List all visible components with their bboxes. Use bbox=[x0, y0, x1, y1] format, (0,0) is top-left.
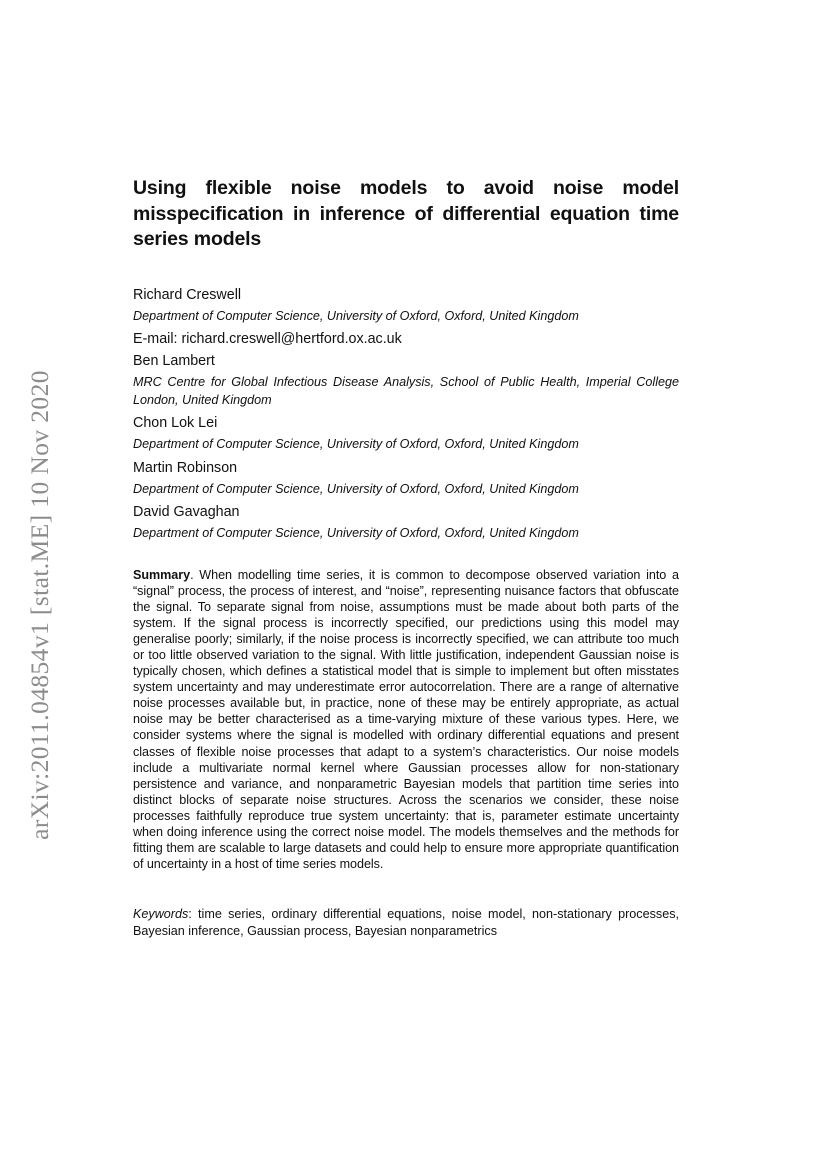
paper-front-matter bbox=[133, 176, 679, 953]
arxiv-identifier-text: arXiv:2011.04854v1 [stat.ME] 10 Nov 2020 bbox=[25, 370, 54, 840]
author-name: Martin Robinson bbox=[133, 459, 238, 476]
email-label: E-mail: bbox=[133, 331, 182, 347]
summary-text: . When modelling time series, it is common to decompose observed variation into a “signal” process, the process of interest, and “noise”, representing nuisance factors that obfuscate the signal. To separate signal from noise, assumptions must be made about both parts of the system. If the signal process is incorrectly specified, our predictions using this model may generalise poorly; similarly, if the noise process is incorrectly specified, we can attribute too much or too little observed variation to the signal. With little justification, independent Gaussian noise is typically chosen, which defines a statistical model that is simple to implement but often misstates system uncertainty and may underestimate error autocorrelation. There are a range of alternative noise processes available but, in practice, none of these may be entirely appropriate, as actual noise may be better characterised as a time-varying mixture of these various types. Here, we consider systems where the signal is modelled with ordinary differential equations and present classes of flexible noise processes that adapt to a system’s characteristics. Our noise models include a multivariate normal kernel where Gaussian processes allow for non-stationary persistence and variance, and nonparametric Bayesian models that partition time series into distinct blocks of separate noise structures. Across the scenarios we consider, these noise processes faithfully reproduce true system uncertainty: that is, parameter estimate uncertainty when doing inference using the correct noise model. The models themselves and the methods for fitting them are scalable to large datasets and could help to ensure more appropriate quantification of uncertainty in a host of time series models. bbox=[133, 567, 679, 872]
keywords-text: : time series, ordinary differential equations, noise model, non-stationary processes, Bayesian inference, Gaussian process, Bayesian nonparametrics bbox=[133, 907, 679, 939]
author-email[interactable]: richard.creswell@hertford.ox.ac.uk bbox=[181, 331, 402, 347]
keywords-label: Keywords bbox=[133, 907, 189, 922]
keywords bbox=[133, 906, 679, 940]
author-affiliation: Department of Computer Science, University of Oxford, Oxford, United Kingdom bbox=[133, 526, 579, 540]
author-name: David Gavaghan bbox=[133, 504, 240, 520]
author-name: Richard Creswell bbox=[133, 286, 242, 303]
abstract-summary bbox=[133, 567, 679, 873]
author-name: Ben Lambert bbox=[133, 353, 215, 369]
author-affiliation: Department of Computer Science, University of Oxford, Oxford, United Kingdom bbox=[133, 481, 579, 496]
author-affiliation: Department of Computer Science, University of Oxford, Oxford, United Kingdom bbox=[133, 308, 579, 323]
summary-label: Summary bbox=[133, 567, 191, 582]
arxiv-identifier-stamp bbox=[20, 350, 60, 860]
author-email-line bbox=[133, 329, 679, 349]
author-affiliation: Department of Computer Science, University of Oxford, Oxford, United Kingdom bbox=[133, 437, 579, 451]
author-list bbox=[133, 285, 679, 543]
author-name: Chon Lok Lei bbox=[133, 415, 218, 431]
paper-title: Using flexible noise models to avoid noise model misspecification in inference of differential equation time series models bbox=[133, 177, 679, 250]
author-affiliation: MRC Centre for Global Infectious Disease Analysis, School of Public Health, Imperial College London, United Kingdom bbox=[133, 375, 679, 407]
